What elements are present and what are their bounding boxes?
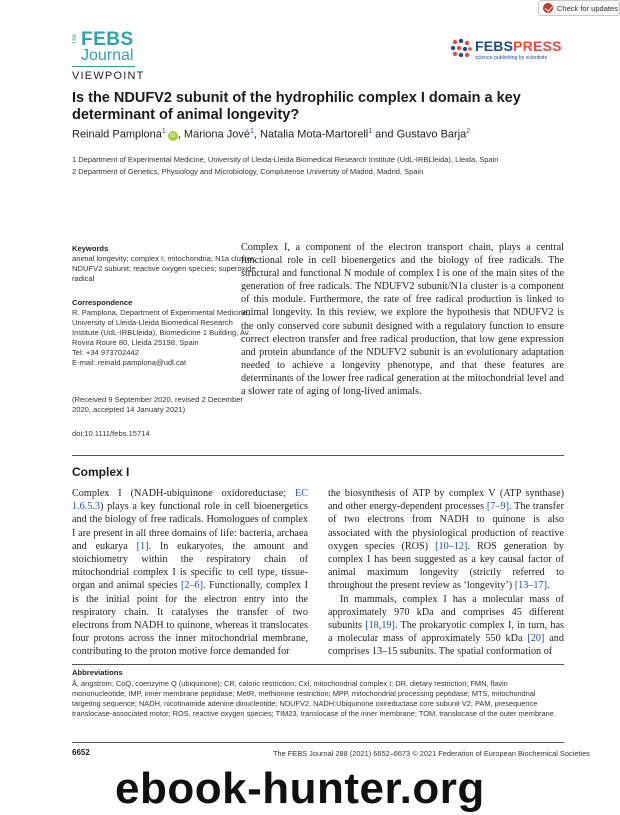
reference-link[interactable]: [10–12]	[435, 540, 468, 552]
orcid-icon[interactable]: iD	[168, 131, 178, 141]
author-name[interactable]: Mariona Jové	[183, 128, 250, 141]
body-paragraph: In mammals, complex I has a molecular mass of approximately 970 kDa and comprises 45 different subunits [18,19]. The prokaryotic complex I, in turn, has a molecular mass of approximately 550 kDa [20] and comprises 13–15 subunits. The spatial conformation of	[328, 593, 565, 658]
febs-press-dots-icon	[449, 37, 473, 61]
keywords-heading: Keywords	[72, 244, 109, 253]
abstract: Complex I, a component of the electron transport chain, plays a central functional role in cell bioenergetics and the biology of free radicals. The structural and functional N module of complex I is one of the main sites of the generation of free radicals. The NDUFV2 subunit/N1a cluster is a component of this module. Furthermore, the rate of free radical production is linked to animal longevity. In this review, we explore the hypothesis that NDUFV2 is the only conserved core subunit designed with a regulatory function to ensure correct electron transfer and free radical production, that low gene expression and protein abundance of the NDUFV2 subunit is an evolutionary adaptation needed to achieve a longevity phenotype, and that these features are determinants of the lower free radical generation at the mitochondrial level and a slower rate of aging of long-lived animals.	[241, 242, 564, 398]
reference-link[interactable]: [1]	[136, 540, 149, 552]
reference-link[interactable]: [7–9]	[486, 501, 509, 513]
correspondence-block	[72, 298, 257, 368]
author-name[interactable]: Reinald Pamplona	[72, 128, 162, 141]
author-affiliation-mark[interactable]: 1	[368, 128, 373, 135]
affiliation: 1 Department of Experimental Medicine, University of Lleida-Lleida Biomedical Research Institute (UdL-IRBLleida), Lleida, Spain	[72, 155, 499, 164]
logo-febs: FEBS	[81, 29, 134, 50]
author-affiliation-mark[interactable]: 1	[249, 128, 254, 135]
received-dates: (Received 9 September 2020, revised 2 December 2020, accepted 14 January 2021)	[72, 395, 243, 414]
febs-press-logo	[449, 37, 569, 67]
logo-the: The	[72, 34, 78, 45]
section-heading: Complex I	[72, 465, 130, 479]
abbreviations-text: Å, angstrom; CoQ, coenzyme Q (ubiquinone); CR, caloric restriction; CxI, mitochondrial complex I; DR, dietary restriction; FMN, flavin mononucleotide; IMP, inner membrane peptidase; MetR, methionine restriction; MPP, mitochondrial processing peptidase; MTS, mitochondrial targeting sequence; NADH, nicotinamide adenine dinucleotide; NDUFV2, NADH:Ubiquinone oxireductase core subunit V2; PAM, presequence translocase-associated motor; ROS, reactive oxygen species; TIM23, translocase of the inner membrane; TOM, translocase of the outer membrane.	[72, 679, 556, 719]
footer-divider	[72, 742, 564, 743]
correspondence-tel: Tel: +34 973702442	[72, 348, 139, 357]
check-for-updates-label: Check for updates	[557, 3, 618, 13]
body-column-left	[72, 487, 308, 659]
correspondence-address: R. Pamplona, Department of Experimental Medicine, University of Lleida-Lleida Biomedical Research Institute (UdL-IRBLleida), Biomedicine 1 Building, Av. Rovira Roure 80, Lleida 25198, Spain	[72, 308, 251, 347]
doi-link[interactable]: doi:10.1111/febs.15714	[72, 429, 150, 438]
reference-link[interactable]: [2–6]	[180, 580, 204, 592]
keywords-text: animal longevity; complex I; mitochondria; N1a cluster; NDUFV2 subunit; reactive oxygen species; superoxide radical	[72, 254, 256, 283]
section-divider	[72, 455, 564, 456]
body-paragraph: the biosynthesis of ATP by complex V (ATP synthase) and other energy-dependent processes [7–9]. The transfer of two electrons from NADH to quinone is also associated with the physiological production of reactive oxygen species (ROS) [10–12]. ROS generation by complex I has been suggested as a key causal factor of animal maximum longevity (strictly referred to throughout the present review as ‘longevity’) [13–17].	[328, 488, 565, 592]
check-for-updates-button[interactable]	[538, 0, 620, 16]
correspondence-heading: Correspondence	[72, 298, 133, 307]
body-paragraph: Complex I (NADH-ubiquinone oxidoreductase; EC 1.6.5.3) plays a key functional role in cell bioenergetics and the biology of free radicals. Homologues of complex I are present in all three domains of life: bacteria, archaea and eukarya [1]. In eukaryotes, the amount and stoichiometry within the respiratory chain of mitochondrial complex I is specific to cell type, tissue-organ and animal species [2–6]. Functionally, complex I is the initial point for the electron entry into the respiratory chain. It catalyses the transfer of two electrons from NADH to quinone, whereas it translocates four protons across the inner mitochondrial membrane, contributing to the proton motive force demanded for	[72, 488, 309, 658]
article-title: Is the NDUFV2 subunit of the hydrophilic complex I domain a key determinant of animal longevity?	[72, 90, 521, 123]
check-updates-icon	[543, 3, 553, 13]
author-name[interactable]: Natalia Mota-Martorell	[260, 128, 369, 141]
author-affiliation-mark[interactable]: 2	[466, 128, 471, 135]
reference-link[interactable]: [13–17]	[514, 580, 547, 592]
body-column-right	[328, 487, 564, 659]
watermark: ebook-hunter.org	[115, 764, 485, 813]
page-number: 6652	[72, 748, 90, 757]
author-name[interactable]: Gustavo Barja	[396, 128, 467, 141]
reference-link[interactable]: [20]	[527, 633, 545, 645]
section-label: VIEWPOINT	[72, 70, 145, 82]
press-tagline: science publishing by scientists	[475, 55, 548, 61]
press-title: FEBSPRESS	[475, 38, 562, 54]
author-affiliation-mark[interactable]: 1	[161, 128, 166, 135]
abbreviations-divider	[72, 664, 564, 665]
correspondence-email[interactable]: E-mail: reinald.pamplona@udl.cat	[72, 358, 187, 367]
ec-link[interactable]: EC 1.6.5.3	[72, 488, 308, 513]
abbreviations-heading: Abbreviations	[72, 668, 123, 677]
author-list: Reinald Pamplona$^1$iD , Mariona Jové$^1$, Natalia Mota-Martorell$^1$ and Gustavo Barja$^2$	[72, 128, 471, 141]
footer-citation: The FEBS Journal 288 (2021) 6652–6673 © 2021 Federation of European Biochemical Societies	[273, 749, 590, 758]
logo-divider	[72, 66, 135, 67]
logo-journal: Journal	[81, 47, 134, 64]
affiliation: 2 Department of Genetics, Physiology and Microbiology, Complutense University of Madrid, Madrid, Spain	[72, 167, 424, 176]
keywords-block	[72, 244, 257, 284]
reference-link[interactable]: [18,19]	[365, 620, 395, 632]
